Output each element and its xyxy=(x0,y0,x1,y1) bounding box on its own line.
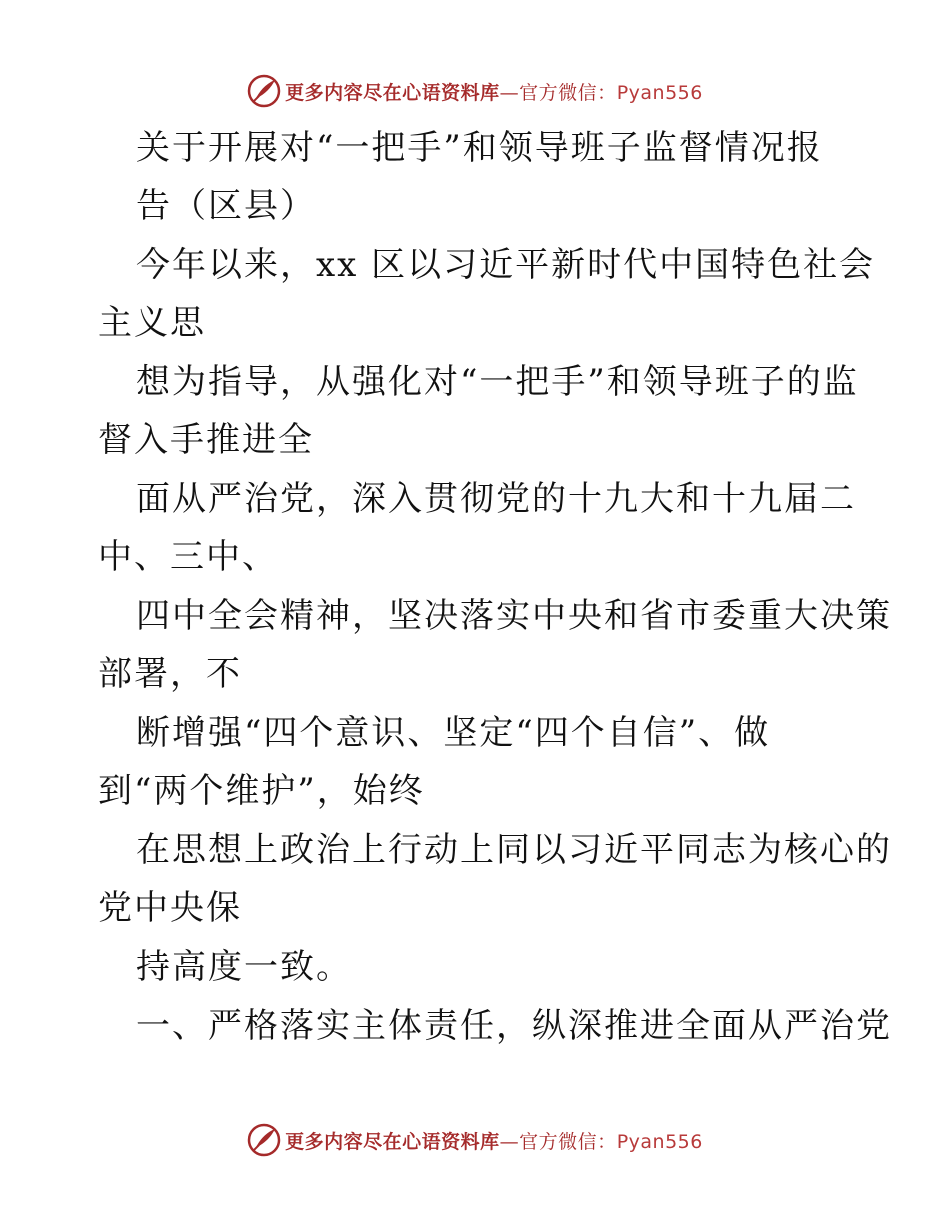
watermark-slogan: 更多内容尽在心语资料库 xyxy=(285,1130,500,1153)
paragraph-line: 主义思 xyxy=(98,303,206,343)
paragraph-line: 中、三中、 xyxy=(98,537,278,577)
paragraph-line: 断增强“四个意识、坚定“四个自信”、做 xyxy=(136,713,771,753)
paragraph-line: 在思想上政治上行动上同以习近平同志为核心的 xyxy=(136,830,892,870)
document-title-line-2: 告（区县） xyxy=(136,186,316,226)
watermark-wechat-label: 官方微信： xyxy=(519,81,617,104)
watermark-wechat-id: Pyan556 xyxy=(616,1130,703,1153)
paragraph-line: 持高度一致。 xyxy=(136,947,352,987)
paragraph-line: 督入手推进全 xyxy=(98,420,314,460)
watermark-wechat-label: 官方微信： xyxy=(519,1130,617,1153)
footer-watermark xyxy=(0,1118,950,1162)
paragraph-line: 部署，不 xyxy=(98,654,242,694)
paragraph-line: 今年以来，xx 区以习近平新时代中国特色社会 xyxy=(136,245,876,285)
watermark-text xyxy=(285,1127,703,1154)
watermark-wechat-id: Pyan556 xyxy=(616,81,703,104)
watermark-dash: — xyxy=(499,81,520,104)
paragraph-line: 面从严治党，深入贯彻党的十九大和十九届二 xyxy=(136,479,856,519)
section-heading: 一、严格落实主体责任，纵深推进全面从严治党 xyxy=(136,1006,892,1046)
paragraph-line: 四中全会精神，坚决落实中央和省市委重大决策 xyxy=(136,596,892,636)
paragraph-line: 想为指导，从强化对“一把手”和领导班子的监 xyxy=(136,362,859,402)
watermark-dash: — xyxy=(499,1130,520,1153)
watermark-slogan: 更多内容尽在心语资料库 xyxy=(285,81,500,104)
document-title-line-1: 关于开展对“一把手”和领导班子监督情况报 xyxy=(136,128,823,168)
paragraph-line: 到“两个维护”，始终 xyxy=(98,771,425,811)
quill-logo-icon xyxy=(247,1123,281,1157)
paragraph-line: 党中央保 xyxy=(98,888,242,928)
